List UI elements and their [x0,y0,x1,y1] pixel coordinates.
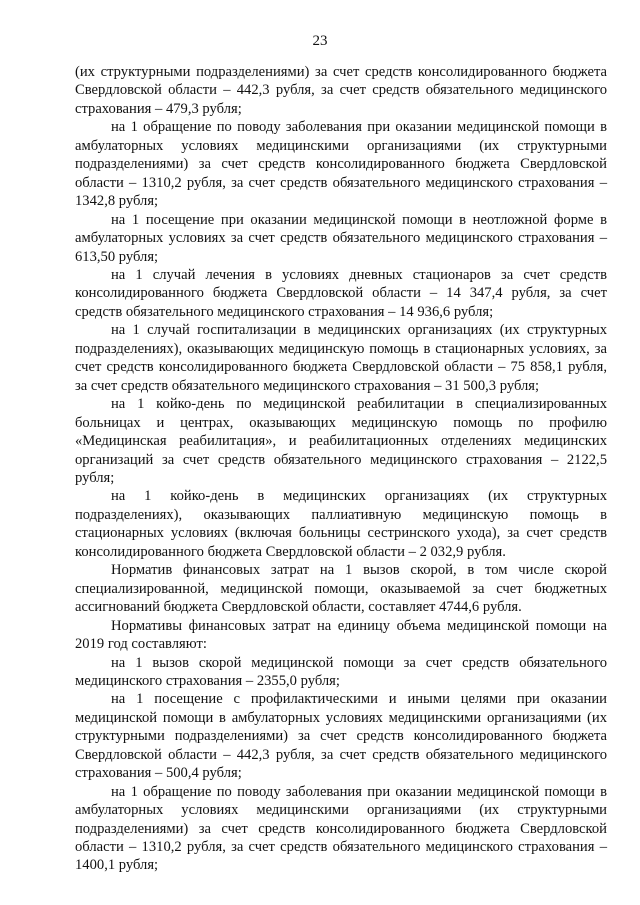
paragraph: на 1 койко-день в медицинских организациях (их структурных подразделениях), оказывающих паллиативную медицинскую помощь в стационарных условиях (включая больницы сестринского ухода), за счет средств консолидированного бюджета Свердловской области – 2 032,9 рубля. [75,488,607,560]
paragraph: на 1 койко-день по медицинской реабилитации в специализированных больницах и центрах, оказывающих медицинскую помощь по профилю «Медицинская реабилитация», и реабилитационных отделениях медицинских организаций за счет средств обязательного медицинского страхования – 2122,5 рубля; [75,396,607,486]
paragraph: на 1 случай госпитализации в медицинских организациях (их структурных подразделениях), оказывающих медицинскую помощь в стационарных условиях, за счет средств консолидированного бюджета Свердловской области – 75 858,1 рубля, за счет средств обязательного медицинского страхования – 31 500,3 рубля; [75,322,607,394]
paragraph: на 1 посещение при оказании медицинской помощи в неотложной форме в амбулаторных условиях за счет средств обязательного медицинского страхования – 613,50 рубля; [75,211,607,265]
paragraph: Нормативы финансовых затрат на единицу объема медицинской помощи на 2019 год составляют: [75,617,607,653]
paragraph: на 1 случай лечения в условиях дневных стационаров за счет средств консолидированного бюджета Свердловской области – 14 347,4 рубля, за счет средств обязательного медицинского страхования – 14 936,6 рубля; [75,266,607,320]
paragraph: на 1 посещение с профилактическими и иными целями при оказании медицинской помощи в амбулаторных условиях медицинскими организациями (их структурными подразделениями) за счет средств консолидированного бюджета Свердловской области – 442,3 рубля, за счет средств обязательного медицинского страхования – 500,4 рубля; [75,691,607,782]
paragraph: Норматив финансовых затрат на 1 вызов скорой, в том числе скорой специализированной, медицинской помощи, оказываемой за счет бюджетных ассигнований бюджета Свердловской области, составляет 4744,6 рубля. [75,562,607,616]
page-number: 23 [312,33,328,49]
paragraph: (их структурными подразделениями) за счет средств консолидированного бюджета Свердловской области – 442,3 рубля, за счет средств обязательного медицинского страхования – 479,3 рубля; [75,64,607,117]
document-body [75,63,607,875]
paragraph: на 1 обращение по поводу заболевания при оказании медицинской помощи в амбулаторных условиях медицинскими организациями (их структурными подразделениями) за счет средств консолидированного бюджета Свердловской области – 1310,2 рубля, за счет средств обязательного медицинского страхования – 1342,8 рубля; [75,119,607,210]
paragraph: на 1 вызов скорой медицинской помощи за счет средств обязательного медицинского страхования – 2355,0 рубля; [75,654,607,689]
paragraph: на 1 обращение по поводу заболевания при оказании медицинской помощи в амбулаторных условиях медицинскими организациями (их структурными подразделениями) за счет средств консолидированного бюджета Свердловской области – 1310,2 рубля, за счет средств обязательного медицинского страхования – 1400,1 рубля; [75,783,607,874]
